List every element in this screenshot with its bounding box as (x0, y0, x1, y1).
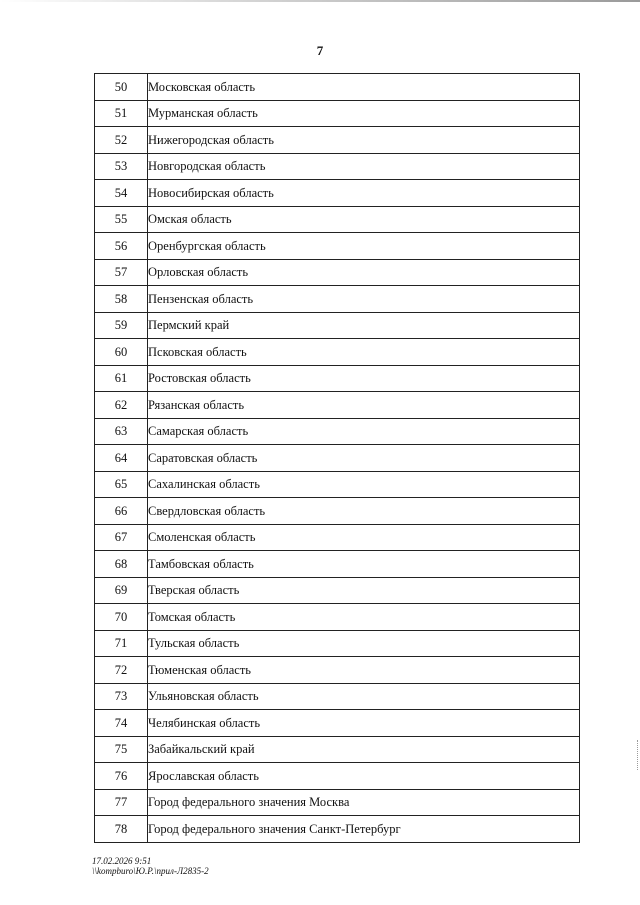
region-name: Рязанская область (148, 392, 580, 419)
region-name: Город федерального значения Санкт-Петербург (148, 816, 580, 843)
table-row (95, 524, 580, 551)
row-number: 60 (95, 339, 148, 366)
region-name: Пензенская область (148, 286, 580, 313)
table-row (95, 816, 580, 843)
region-name: Самарская область (148, 418, 580, 445)
row-number: 55 (95, 206, 148, 233)
table-row (95, 445, 580, 472)
table-row (95, 683, 580, 710)
row-number: 51 (95, 100, 148, 127)
table-row (95, 498, 580, 525)
region-name: Тульская область (148, 630, 580, 657)
table-row (95, 100, 580, 127)
top-edge-line (0, 0, 640, 2)
table-row (95, 577, 580, 604)
table-row (95, 153, 580, 180)
table-row (95, 471, 580, 498)
region-name: Новгородская область (148, 153, 580, 180)
region-name: Пермский край (148, 312, 580, 339)
region-name: Псковская область (148, 339, 580, 366)
row-number: 76 (95, 763, 148, 790)
table-row (95, 259, 580, 286)
table-row (95, 74, 580, 101)
region-name: Московская область (148, 74, 580, 101)
row-number: 64 (95, 445, 148, 472)
table-row (95, 630, 580, 657)
row-number: 66 (95, 498, 148, 525)
region-name: Омская область (148, 206, 580, 233)
table-row (95, 710, 580, 737)
table-row (95, 392, 580, 419)
region-name: Новосибирская область (148, 180, 580, 207)
row-number: 54 (95, 180, 148, 207)
table-row (95, 180, 580, 207)
document-footer (92, 856, 209, 876)
region-name: Ярославская область (148, 763, 580, 790)
table-row (95, 339, 580, 366)
row-number: 59 (95, 312, 148, 339)
row-number: 53 (95, 153, 148, 180)
scan-edge-marks (637, 740, 639, 770)
region-name: Ростовская область (148, 365, 580, 392)
table-row (95, 233, 580, 260)
footer-file-path: \\kompburo\Ю.Р.\прил-Л2835-2 (92, 866, 209, 876)
region-name: Тамбовская область (148, 551, 580, 578)
table-row (95, 418, 580, 445)
row-number: 62 (95, 392, 148, 419)
row-number: 72 (95, 657, 148, 684)
row-number: 77 (95, 789, 148, 816)
region-name: Томская область (148, 604, 580, 631)
row-number: 52 (95, 127, 148, 154)
row-number: 69 (95, 577, 148, 604)
table-row (95, 286, 580, 313)
row-number: 75 (95, 736, 148, 763)
region-name: Город федерального значения Москва (148, 789, 580, 816)
region-name: Тюменская область (148, 657, 580, 684)
region-name: Смоленская область (148, 524, 580, 551)
table-row (95, 657, 580, 684)
table-row (95, 604, 580, 631)
row-number: 73 (95, 683, 148, 710)
region-name: Саратовская область (148, 445, 580, 472)
row-number: 70 (95, 604, 148, 631)
region-name: Свердловская область (148, 498, 580, 525)
table-row (95, 206, 580, 233)
table-row (95, 365, 580, 392)
regions-table-body (95, 74, 580, 843)
row-number: 56 (95, 233, 148, 260)
table-row (95, 763, 580, 790)
region-name: Мурманская область (148, 100, 580, 127)
table-row (95, 789, 580, 816)
table-row (95, 312, 580, 339)
region-name: Челябинская область (148, 710, 580, 737)
regions-table (94, 73, 580, 843)
row-number: 67 (95, 524, 148, 551)
table-row (95, 127, 580, 154)
row-number: 50 (95, 74, 148, 101)
row-number: 68 (95, 551, 148, 578)
region-name: Сахалинская область (148, 471, 580, 498)
page-number: 7 (316, 43, 324, 58)
row-number: 65 (95, 471, 148, 498)
region-name: Тверская область (148, 577, 580, 604)
row-number: 61 (95, 365, 148, 392)
region-name: Забайкальский край (148, 736, 580, 763)
row-number: 63 (95, 418, 148, 445)
row-number: 78 (95, 816, 148, 843)
table-row (95, 736, 580, 763)
row-number: 57 (95, 259, 148, 286)
region-name: Нижегородская область (148, 127, 580, 154)
row-number: 74 (95, 710, 148, 737)
region-name: Орловская область (148, 259, 580, 286)
row-number: 71 (95, 630, 148, 657)
row-number: 58 (95, 286, 148, 313)
region-name: Ульяновская область (148, 683, 580, 710)
region-name: Оренбургская область (148, 233, 580, 260)
footer-timestamp: 17.02.2026 9:51 (92, 856, 152, 866)
table-row (95, 551, 580, 578)
